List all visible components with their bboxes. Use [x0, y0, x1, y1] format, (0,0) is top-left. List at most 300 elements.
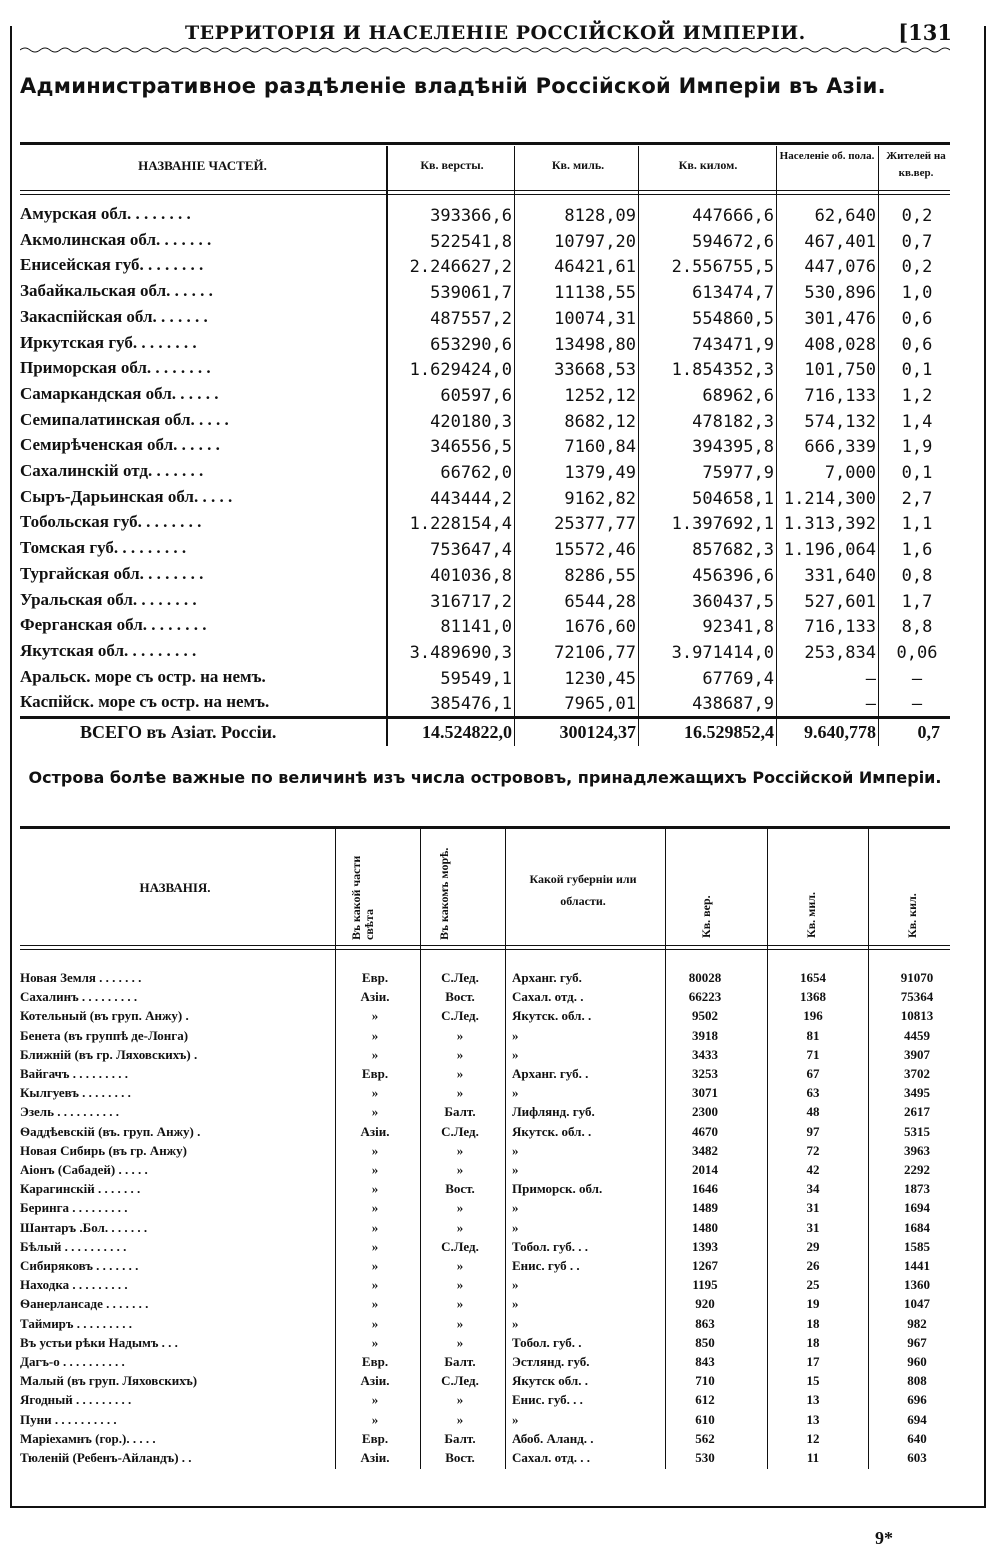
part-of-world-cell: » [371, 1162, 379, 1177]
island-name: Таймиръ . . . . . . . . . [20, 1315, 132, 1331]
table-row [20, 989, 950, 1008]
part-of-world-cell: » [371, 1392, 379, 1408]
sq-km-cell: 3.971414,0 [671, 642, 774, 663]
sq-ver-cell: 863 [695, 1315, 715, 1331]
sq-mil-cell: 19 [806, 1296, 820, 1312]
sea-cell: С.Лед. [441, 970, 479, 985]
part-of-world-cell: » [371, 1238, 379, 1254]
sq-versts-cell: 81141,0 [440, 617, 512, 638]
table-row [20, 384, 950, 410]
running-title: ТЕРРИТОРІЯ И НАСЕЛЕНІЕ РОССІЙСКОЙ ИМПЕРІИ. [185, 22, 806, 44]
sea-cell: » [456, 1296, 464, 1312]
sq-ver-cell: 530 [695, 1450, 715, 1465]
sq-ver-cell: 3253 [692, 1066, 718, 1081]
sq-ver-cell: 2014 [692, 1162, 718, 1177]
sq-mil-cell: 17 [806, 1354, 820, 1369]
col2-header-part: Въ какой части свѣта [349, 855, 376, 940]
part-of-world-cell: Азіи. [360, 1373, 390, 1389]
table2-header-rule2 [20, 949, 950, 950]
table-row [20, 1143, 950, 1162]
sq-versts-cell: 539061,7 [430, 283, 512, 304]
density-cell: 1,7 [901, 591, 933, 612]
sq-kil-cell: 91070 [900, 970, 934, 985]
sq-miles-cell: 9162,82 [564, 488, 636, 509]
province-cell: Тобол. губ. . [512, 1334, 582, 1350]
region-name: Иркутская губ. . . . . . . . [20, 332, 197, 352]
sea-cell: Вост. [445, 1450, 475, 1465]
page-number: [131 [898, 20, 952, 45]
sq-mil-cell: 1368 [800, 989, 826, 1005]
sq-miles-cell: 1252,12 [564, 385, 636, 406]
region-name: Тургайская обл. . . . . . . . [20, 563, 204, 583]
table-row [20, 1335, 950, 1354]
wavy-divider [20, 46, 950, 54]
population-cell: 331,640 [804, 565, 876, 586]
sq-kil-cell: 808 [907, 1373, 927, 1389]
sea-cell: » [456, 1142, 464, 1158]
table-row [20, 230, 950, 256]
island-name: Аіонъ (Сабадей) . . . . . [20, 1162, 148, 1177]
sq-mil-cell: 13 [806, 1392, 820, 1408]
column-rule [420, 829, 421, 1469]
sq-km-cell: 857682,3 [692, 540, 774, 561]
density-cell: 0,8 [901, 565, 933, 586]
province-cell: » [512, 1027, 519, 1043]
province-cell: » [512, 1142, 519, 1158]
table1-header-rule2 [20, 194, 950, 195]
table-row [20, 692, 950, 718]
sea-cell: » [456, 1046, 464, 1062]
island-name: Беринга . . . . . . . . . [20, 1200, 128, 1216]
part-of-world-cell: Евр. [361, 1430, 389, 1446]
col-header-density: Жителей на кв.вер. [886, 150, 946, 179]
sq-mil-cell: 196 [803, 1008, 823, 1024]
part-of-world-cell: » [371, 1277, 379, 1293]
col-header-population: Населеніе об. пола. [779, 150, 875, 162]
sq-kil-cell: 2617 [904, 1104, 930, 1120]
population-cell: — [865, 668, 876, 689]
region-name: Тобольская губ. . . . . . . . [20, 512, 202, 532]
island-name: Малый (въ груп. Ляховскихъ) [20, 1373, 198, 1389]
part-of-world-cell: Евр. [361, 1066, 389, 1081]
part-of-world-cell: » [371, 1008, 379, 1024]
population-cell: 467,401 [804, 231, 876, 252]
population-cell: 447,076 [804, 257, 876, 278]
sq-mil-cell: 48 [806, 1104, 820, 1120]
sq-mil-cell: 25 [806, 1277, 820, 1293]
province-cell: » [512, 1162, 519, 1177]
island-name: Сибиряковъ . . . . . . . [20, 1258, 139, 1273]
sq-kil-cell: 10813 [900, 1008, 934, 1024]
province-cell: Арханг. губ. [512, 970, 582, 985]
province-cell: » [512, 1296, 519, 1312]
total-label: ВСЕГО въ Азіат. Россіи. [80, 722, 277, 742]
table-row [20, 1008, 950, 1027]
region-name: Аральск. море съ остр. на немъ. [20, 666, 266, 686]
part-of-world-cell: » [371, 1219, 379, 1235]
sq-km-cell: 456396,6 [692, 565, 774, 586]
population-cell: — [865, 694, 876, 715]
density-cell: 1,0 [901, 283, 933, 304]
sq-versts-cell: 1.629424,0 [409, 360, 512, 381]
sq-versts-cell: 420180,3 [430, 411, 512, 432]
col-header-sq-km: Кв. килом. [678, 158, 738, 172]
part-of-world-cell: Евр. [361, 970, 389, 985]
table-row [20, 615, 950, 641]
table-row [20, 1412, 950, 1431]
sea-cell: С.Лед. [441, 1238, 479, 1254]
density-cell: 1,6 [901, 540, 933, 561]
island-name: Въ устьи рѣки Надымъ . . . [20, 1334, 178, 1350]
part-of-world-cell: Азіи. [360, 1450, 390, 1465]
table1-title: Административное раздѣленіе владѣній Россійской Имперіи въ Азіи. [20, 74, 886, 98]
sq-mil-cell: 67 [806, 1066, 820, 1081]
sq-versts-cell: 653290,6 [430, 334, 512, 355]
sq-ver-cell: 1489 [692, 1200, 718, 1216]
column-rule [386, 146, 388, 746]
region-name: Томская губ. . . . . . . . . [20, 538, 187, 558]
sq-kil-cell: 1873 [904, 1181, 930, 1197]
table-row [20, 410, 950, 436]
sea-cell: С.Лед. [441, 1123, 479, 1139]
province-cell: » [512, 1200, 519, 1216]
col2-header-sea: Въ какомъ морѣ. [437, 847, 451, 940]
sq-versts-cell: 3.489690,3 [409, 642, 512, 663]
sq-km-cell: 1.397692,1 [671, 514, 774, 535]
region-name: Приморская обл. . . . . . . . [20, 358, 211, 378]
sq-miles-cell: 1230,45 [564, 668, 636, 689]
sq-km-cell: 743471,9 [692, 334, 774, 355]
island-name: Новая Земля . . . . . . . [20, 970, 142, 985]
sq-kil-cell: 1047 [904, 1296, 930, 1312]
column-rule [514, 146, 515, 746]
region-name: Самаркандская обл. . . . . . [20, 383, 219, 403]
sq-kil-cell: 1684 [904, 1219, 930, 1235]
island-name: Бѣлый . . . . . . . . . . [20, 1238, 127, 1254]
population-cell: 716,133 [804, 617, 876, 638]
sq-mil-cell: 97 [806, 1123, 820, 1139]
density-cell: — [911, 694, 923, 715]
sea-cell: » [456, 1277, 464, 1293]
density-cell: 0,7 [901, 231, 933, 252]
part-of-world-cell: » [371, 1411, 379, 1427]
col2-header-sq-mil: Кв. мил. [804, 891, 818, 938]
table-row [20, 333, 950, 359]
population-cell: 666,339 [804, 437, 876, 458]
table-row [20, 1354, 950, 1373]
sq-ver-cell: 3482 [692, 1142, 718, 1158]
table-row [20, 1277, 950, 1296]
population-cell: 301,476 [804, 308, 876, 329]
sq-ver-cell: 610 [695, 1411, 715, 1427]
table2-header [20, 828, 950, 946]
population-cell: 574,132 [804, 411, 876, 432]
sq-km-cell: 438687,9 [692, 694, 774, 715]
part-of-world-cell: Евр. [361, 1354, 389, 1369]
population-cell: 1.313,392 [783, 514, 876, 535]
population-cell: 527,601 [804, 591, 876, 612]
sea-cell: » [456, 1315, 464, 1331]
table-row [20, 1450, 950, 1469]
sea-cell: » [456, 1392, 464, 1408]
column-rule [665, 829, 666, 1469]
sq-versts-cell: 66762,0 [440, 463, 512, 483]
sq-ver-cell: 1195 [692, 1277, 718, 1293]
sq-ver-cell: 3918 [692, 1027, 718, 1043]
part-of-world-cell: » [371, 1085, 379, 1101]
sq-kil-cell: 1694 [904, 1200, 930, 1216]
province-cell: Якутск обл. . [512, 1373, 588, 1389]
island-name: Маріехамнъ (гор.). . . . . [20, 1430, 156, 1446]
sq-miles-cell: 11138,55 [554, 283, 636, 304]
sq-mil-cell: 1654 [800, 970, 826, 985]
sq-mil-cell: 26 [806, 1258, 820, 1273]
population-cell: 1.196,064 [783, 540, 876, 561]
table-row [20, 1220, 950, 1239]
sq-miles-cell: 72106,77 [554, 642, 636, 663]
sq-miles-cell: 8128,09 [564, 206, 636, 226]
density-cell: 0,06 [896, 642, 938, 663]
sq-miles-cell: 10797,20 [554, 231, 636, 252]
table-row [20, 564, 950, 590]
sq-kil-cell: 694 [907, 1411, 927, 1427]
province-cell: » [512, 1277, 519, 1293]
table-row [20, 1296, 950, 1315]
region-name: Забайкальская обл. . . . . . [20, 281, 213, 301]
province-cell: » [512, 1219, 519, 1235]
sea-cell: С.Лед. [441, 1008, 479, 1024]
sq-mil-cell: 71 [806, 1046, 820, 1062]
part-of-world-cell: » [371, 1046, 379, 1062]
sq-km-cell: 1.854352,3 [671, 360, 774, 381]
province-cell: Приморск. обл. [512, 1181, 603, 1197]
table-row [20, 1162, 950, 1181]
province-cell: » [512, 1411, 519, 1427]
density-cell: 0,6 [901, 308, 933, 329]
density-cell: 0,6 [901, 334, 933, 355]
sq-miles-cell: 8286,55 [564, 565, 636, 586]
province-cell: Сахал. отд. . . [512, 1450, 590, 1465]
sq-km-cell: 68962,6 [702, 385, 774, 406]
table-row [20, 970, 950, 989]
sq-kil-cell: 1585 [904, 1238, 930, 1254]
island-name: Ѳанерлансаде . . . . . . . [20, 1296, 149, 1312]
island-name: Сахалинъ . . . . . . . . . [20, 989, 138, 1005]
density-cell: 0,1 [901, 463, 933, 483]
region-name: Амурская обл. . . . . . . . [20, 204, 191, 223]
column-rule [776, 146, 777, 746]
sq-versts-cell: 753647,4 [430, 540, 512, 561]
sq-ver-cell: 710 [695, 1373, 715, 1389]
sq-kil-cell: 3907 [904, 1046, 930, 1062]
sq-versts-cell: 385476,1 [430, 694, 512, 715]
sea-cell: » [456, 1066, 464, 1081]
density-cell: 0,2 [901, 206, 933, 226]
sq-km-cell: 613474,7 [692, 283, 774, 304]
sq-kil-cell: 967 [907, 1334, 927, 1350]
table-row [20, 281, 950, 307]
region-name: Енисейская губ. . . . . . . . [20, 255, 204, 275]
density-cell: 0,2 [901, 257, 933, 278]
total-sq-miles: 300124,37 [559, 722, 636, 742]
sq-mil-cell: 18 [806, 1315, 820, 1331]
total-sq-km: 16.529852,4 [684, 722, 774, 742]
sq-mil-cell: 12 [806, 1430, 820, 1446]
sq-km-cell: 67769,4 [702, 668, 774, 689]
col2-header-province: Какой губерніи или области. [529, 872, 637, 908]
table-row [20, 255, 950, 281]
sq-miles-cell: 33668,53 [554, 360, 636, 381]
table-row [20, 1047, 950, 1066]
sq-miles-cell: 1676,60 [564, 617, 636, 638]
table2-title: Острова болѣе важные по величинѣ изъ числа острововъ, принадлежащихъ Россійской Имперіи. [28, 768, 942, 787]
col-header-sq-miles: Кв. миль. [551, 158, 605, 172]
region-name: Каспійск. море съ остр. на немъ. [20, 692, 270, 712]
sq-mil-cell: 72 [806, 1142, 820, 1158]
part-of-world-cell: » [371, 1334, 379, 1350]
sq-mil-cell: 31 [806, 1200, 820, 1216]
province-cell: Енис. губ . . [512, 1258, 580, 1273]
island-name: Бенета (въ группѣ де-Лонга) [20, 1027, 189, 1043]
table-row [20, 1373, 950, 1392]
island-name: Ягодный . . . . . . . . . [20, 1392, 132, 1408]
province-cell: Лифлянд. губ. [512, 1104, 595, 1120]
sea-cell: С.Лед. [441, 1373, 479, 1389]
table-row [20, 1104, 950, 1123]
sq-ver-cell: 80028 [688, 970, 722, 985]
province-cell: Эстлянд. губ. [512, 1354, 590, 1369]
column-rule [878, 146, 879, 746]
sq-kil-cell: 960 [907, 1354, 927, 1369]
sq-km-cell: 594672,6 [692, 231, 774, 252]
sq-versts-cell: 401036,8 [430, 565, 512, 586]
population-cell: 253,834 [804, 642, 876, 663]
sea-cell: Балт. [444, 1430, 476, 1446]
sq-miles-cell: 10074,31 [554, 308, 636, 329]
sq-ver-cell: 562 [695, 1430, 715, 1446]
column-rule [335, 829, 336, 1469]
sq-mil-cell: 42 [806, 1162, 820, 1177]
sq-miles-cell: 25377,77 [554, 514, 636, 535]
region-name: Закаспійская обл. . . . . . . [20, 306, 208, 326]
sea-cell: » [456, 1411, 464, 1427]
sq-mil-cell: 31 [806, 1219, 820, 1235]
province-cell: » [512, 1085, 519, 1101]
sq-mil-cell: 15 [806, 1373, 820, 1389]
island-name: Ѳаддѣевскій (въ. груп. Анжу) . [20, 1123, 201, 1139]
population-cell: 408,028 [804, 334, 876, 355]
sq-km-cell: 554860,5 [692, 308, 774, 329]
population-cell: 7,000 [824, 463, 876, 483]
part-of-world-cell: Азіи. [360, 989, 390, 1005]
column-rule [868, 829, 869, 1469]
region-name: Семирѣченская обл. . . . . . [20, 435, 220, 455]
sea-cell: » [456, 1085, 464, 1101]
sq-kil-cell: 2292 [904, 1162, 930, 1177]
table-row [20, 512, 950, 538]
table1-total-row [20, 718, 950, 748]
population-cell: 1.214,300 [783, 488, 876, 509]
sq-versts-cell: 487557,2 [430, 308, 512, 329]
table-row [20, 1028, 950, 1047]
region-name: Акмолинская обл. . . . . . . [20, 229, 212, 249]
sq-mil-cell: 29 [806, 1238, 820, 1254]
sq-versts-cell: 60597,6 [440, 385, 512, 406]
table-row [20, 1066, 950, 1085]
sq-mil-cell: 34 [806, 1181, 820, 1197]
island-name: Эзель . . . . . . . . . . [20, 1104, 119, 1120]
sq-miles-cell: 6544,28 [564, 591, 636, 612]
table-row [20, 358, 950, 384]
sq-kil-cell: 5315 [904, 1123, 930, 1139]
sea-cell: » [456, 1027, 464, 1043]
table-row [20, 667, 950, 693]
sq-ver-cell: 920 [695, 1296, 715, 1312]
population-cell: 62,640 [814, 206, 876, 226]
island-name: Шантаръ .Бол. . . . . . . [20, 1219, 148, 1235]
population-cell: 530,896 [804, 283, 876, 304]
sea-cell: Вост. [445, 989, 475, 1005]
density-cell: 1,2 [901, 385, 933, 406]
sq-mil-cell: 63 [806, 1085, 820, 1101]
sq-versts-cell: 443444,2 [430, 488, 512, 509]
sq-kil-cell: 3495 [904, 1085, 930, 1101]
island-name: Котельный (въ груп. Анжу) . [20, 1008, 189, 1024]
column-rule [767, 829, 768, 1469]
island-name: Кылгуевъ . . . . . . . . [20, 1085, 131, 1101]
sq-km-cell: 75977,9 [702, 463, 774, 483]
table-row [20, 538, 950, 564]
sea-cell: » [456, 1162, 464, 1177]
column-rule [638, 146, 639, 746]
table1-header-rule [20, 190, 950, 191]
sq-kil-cell: 75364 [900, 989, 934, 1005]
density-cell: 1,9 [901, 437, 933, 458]
island-name: Находка . . . . . . . . . [20, 1277, 128, 1293]
sq-km-cell: 447666,6 [692, 206, 774, 226]
province-cell: Сахал. отд. . [512, 989, 584, 1005]
sq-ver-cell: 612 [695, 1392, 715, 1408]
total-density: 0,7 [917, 722, 940, 742]
sq-versts-cell: 1.228154,4 [409, 514, 512, 535]
sea-cell: » [456, 1200, 464, 1216]
sq-kil-cell: 4459 [904, 1027, 930, 1043]
table-row [20, 590, 950, 616]
density-cell: 1,1 [901, 514, 933, 535]
table-row [20, 1181, 950, 1200]
density-cell: — [911, 668, 923, 689]
sq-ver-cell: 1393 [692, 1238, 718, 1254]
region-name: Якутская обл. . . . . . . . . [20, 640, 197, 660]
density-cell: 2,7 [901, 488, 933, 509]
table1-top-rule [20, 142, 950, 145]
sq-versts-cell: 522541,8 [430, 231, 512, 252]
sq-kil-cell: 640 [907, 1430, 927, 1446]
table-row [20, 1316, 950, 1335]
part-of-world-cell: Азіи. [360, 1123, 390, 1139]
province-cell: Енис. губ. . . [512, 1392, 583, 1408]
sq-ver-cell: 1267 [692, 1258, 718, 1273]
table-row [20, 1085, 950, 1104]
sea-cell: » [456, 1258, 464, 1273]
sq-miles-cell: 13498,80 [554, 334, 636, 355]
sea-cell: Балт. [444, 1104, 476, 1120]
table-row [20, 487, 950, 513]
table-row [20, 435, 950, 461]
col-header-name: НАЗВАНІЕ ЧАСТЕЙ. [138, 158, 267, 173]
sq-km-cell: 504658,1 [692, 488, 774, 509]
region-name: Ферганская обл. . . . . . . . [20, 615, 207, 635]
